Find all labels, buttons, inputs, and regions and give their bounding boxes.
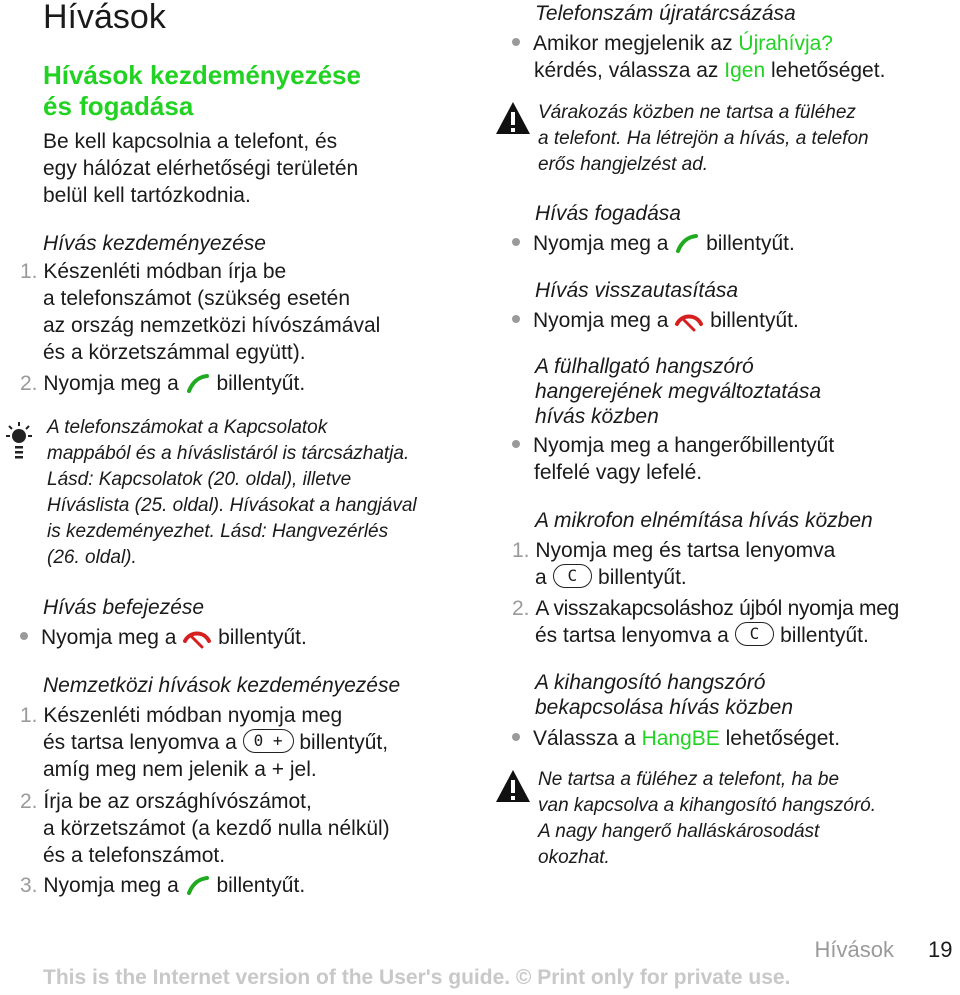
item-text: Nyomja meg a xyxy=(533,309,669,332)
bullet xyxy=(512,315,520,323)
call-end-heading: Hívás befejezése xyxy=(43,596,205,619)
call-start-step1 xyxy=(20,258,380,366)
call-start-heading: Hívás kezdeményezése xyxy=(43,232,266,255)
note-line: Ne tartsa a füléhez a telefont, ha be xyxy=(538,769,840,790)
speaker-heading xyxy=(535,670,793,720)
step-text: billentyűt. xyxy=(598,566,687,589)
step-text: és tartsa lenyomva a xyxy=(43,731,237,754)
heading-line: bekapcsolása hívás közben xyxy=(535,696,793,719)
step-number: 1. xyxy=(20,704,38,727)
mute-step1 xyxy=(512,537,835,591)
bullet xyxy=(20,632,28,640)
warning-note-1 xyxy=(538,100,869,178)
redial-item xyxy=(512,30,885,84)
step-text: az ország nemzetközi hívószámával xyxy=(43,314,381,337)
item-text: Válassza a xyxy=(533,727,636,750)
heading-line: hangerejének megváltoztatása xyxy=(535,380,822,403)
page-number: 19 xyxy=(928,937,953,962)
step-text: és a körzetszámmal együtt). xyxy=(43,341,306,364)
item-text: billentyűt. xyxy=(218,626,307,649)
step-text: Készenléti módban nyomja meg xyxy=(43,704,343,727)
note-line: A telefonszámokat a Kapcsolatok xyxy=(47,417,328,438)
mute-heading: A mikrofon elnémítása hívás közben xyxy=(535,509,873,532)
step-text: Írja be az országhívószámot, xyxy=(43,790,312,813)
bullet xyxy=(512,38,520,46)
call-key-icon xyxy=(185,373,211,395)
item-text: lehetőséget. xyxy=(770,59,886,82)
note-line: okozhat. xyxy=(538,847,610,868)
intro-text xyxy=(43,128,358,209)
note-line: erős hangjelzést ad. xyxy=(538,154,709,175)
page-title: Hívások xyxy=(43,0,166,36)
step-text: billentyűt. xyxy=(216,874,306,897)
redial-heading: Telefonszám újratárcsázása xyxy=(535,2,796,25)
end-call-key-icon xyxy=(182,627,212,649)
answer-heading: Hívás fogadása xyxy=(535,202,681,225)
intro-line: Be kell kapcsolnia a telefont, és xyxy=(43,130,338,153)
footer-section-label: Hívások xyxy=(814,937,894,962)
step-text: Készenléti módban írja be xyxy=(43,260,287,283)
note-line: van kapcsolva a kihangosító hangszóró. xyxy=(538,795,876,816)
step-text: és tartsa lenyomva a xyxy=(535,624,729,647)
item-text: kérdés, válassza az xyxy=(534,59,719,82)
step-number: 2. xyxy=(512,597,530,620)
step-text: és a telefonszámot. xyxy=(43,844,226,867)
reject-item xyxy=(512,307,799,334)
step-text: billentyűt, xyxy=(299,731,389,754)
call-key-icon xyxy=(674,233,700,255)
speaker-on-option: HangBE xyxy=(641,727,720,750)
heading-line: A fülhallgató hangszóró xyxy=(535,355,754,378)
section-title-line1: Hívások kezdeményezése xyxy=(43,60,361,90)
item-text: billentyűt. xyxy=(710,309,799,332)
intro-line: belül kell tartózkodnia. xyxy=(43,184,251,207)
item-text: felfelé vagy lefelé. xyxy=(534,461,703,484)
end-call-key-icon xyxy=(674,310,704,332)
intl-heading: Nemzetközi hívások kezdeményezése xyxy=(43,674,401,697)
step-number: 1. xyxy=(512,539,530,562)
item-text: Nyomja meg a xyxy=(533,232,669,255)
step-text: A visszakapcsoláshoz újból nyomja meg xyxy=(535,597,899,620)
yes-option: Igen xyxy=(724,59,766,82)
intl-step3 xyxy=(20,872,305,899)
note-line: mappából és a híváslistáról is tárcsázhatja. xyxy=(47,443,410,464)
note-line: Várakozás közben ne tartsa a füléhez xyxy=(538,102,856,123)
intl-step1 xyxy=(20,702,388,783)
bullet xyxy=(512,238,520,246)
reject-heading: Hívás visszautasítása xyxy=(535,279,739,302)
call-end-item xyxy=(20,624,307,651)
step-number: 1. xyxy=(20,260,38,283)
note-line: a telefont. Ha létrejön a hívás, a telefon xyxy=(538,128,869,149)
tip-note xyxy=(47,415,417,571)
heading-line: A kihangosító hangszóró xyxy=(535,671,766,694)
lightbulb-icon xyxy=(3,420,35,466)
c-key-icon: C xyxy=(553,564,593,588)
step-text: a körzetszámot (a kezdő nulla nélkül) xyxy=(43,817,390,840)
step-number: 2. xyxy=(20,790,38,813)
warning-icon xyxy=(494,100,532,136)
speaker-item xyxy=(512,725,840,752)
heading-line: hívás közben xyxy=(535,405,659,428)
footer-notice: This is the Internet version of the User's guide. © Print only for private use. xyxy=(43,966,791,989)
step-text: billentyűt. xyxy=(780,624,869,647)
redial-option: Újrahívja? xyxy=(738,32,833,55)
item-text: Nyomja meg a hangerőbillentyűt xyxy=(533,434,835,457)
step-number: 2. xyxy=(20,372,38,395)
step-text: Nyomja meg és tartsa lenyomva xyxy=(535,539,836,562)
call-key-icon xyxy=(185,875,211,897)
note-line: is kezdeményezhet. Lásd: Hangvezérlés xyxy=(47,521,389,542)
warning-note-2 xyxy=(538,767,876,871)
step-text: billentyűt. xyxy=(216,372,306,395)
bullet xyxy=(512,440,520,448)
volume-item xyxy=(512,432,834,486)
zero-plus-key-icon: 0 + xyxy=(243,729,294,753)
note-line: Lásd: Kapcsolatok (20. oldal), illetve xyxy=(47,469,352,490)
volume-heading xyxy=(535,354,821,429)
step-text: Nyomja meg a xyxy=(43,874,179,897)
section-title xyxy=(43,60,361,122)
item-text: Amikor megjelenik az xyxy=(533,32,733,55)
bullet xyxy=(512,733,520,741)
step-text: a xyxy=(535,566,547,589)
step-text: amíg meg nem jelenik a + jel. xyxy=(43,758,317,781)
note-line: A nagy hangerő halláskárosodást xyxy=(538,821,820,842)
step-number: 3. xyxy=(20,874,38,897)
item-text: billentyűt. xyxy=(706,232,795,255)
section-title-line2: és fogadása xyxy=(43,91,194,121)
item-text: lehetőséget. xyxy=(725,727,841,750)
c-key-icon: C xyxy=(735,622,775,646)
intro-line: egy hálózat elérhetőségi területén xyxy=(43,157,359,180)
step-text: Nyomja meg a xyxy=(43,372,179,395)
mute-step2 xyxy=(512,595,899,649)
note-line: Híváslista (25. oldal). Hívásokat a hangjával xyxy=(47,495,417,516)
note-line: (26. oldal). xyxy=(47,547,137,568)
answer-item xyxy=(512,230,795,257)
warning-icon xyxy=(494,768,532,804)
item-text: Nyomja meg a xyxy=(41,626,177,649)
call-start-step2 xyxy=(20,370,305,397)
step-text: a telefonszámot (szükség esetén xyxy=(43,287,351,310)
intl-step2 xyxy=(20,788,390,869)
